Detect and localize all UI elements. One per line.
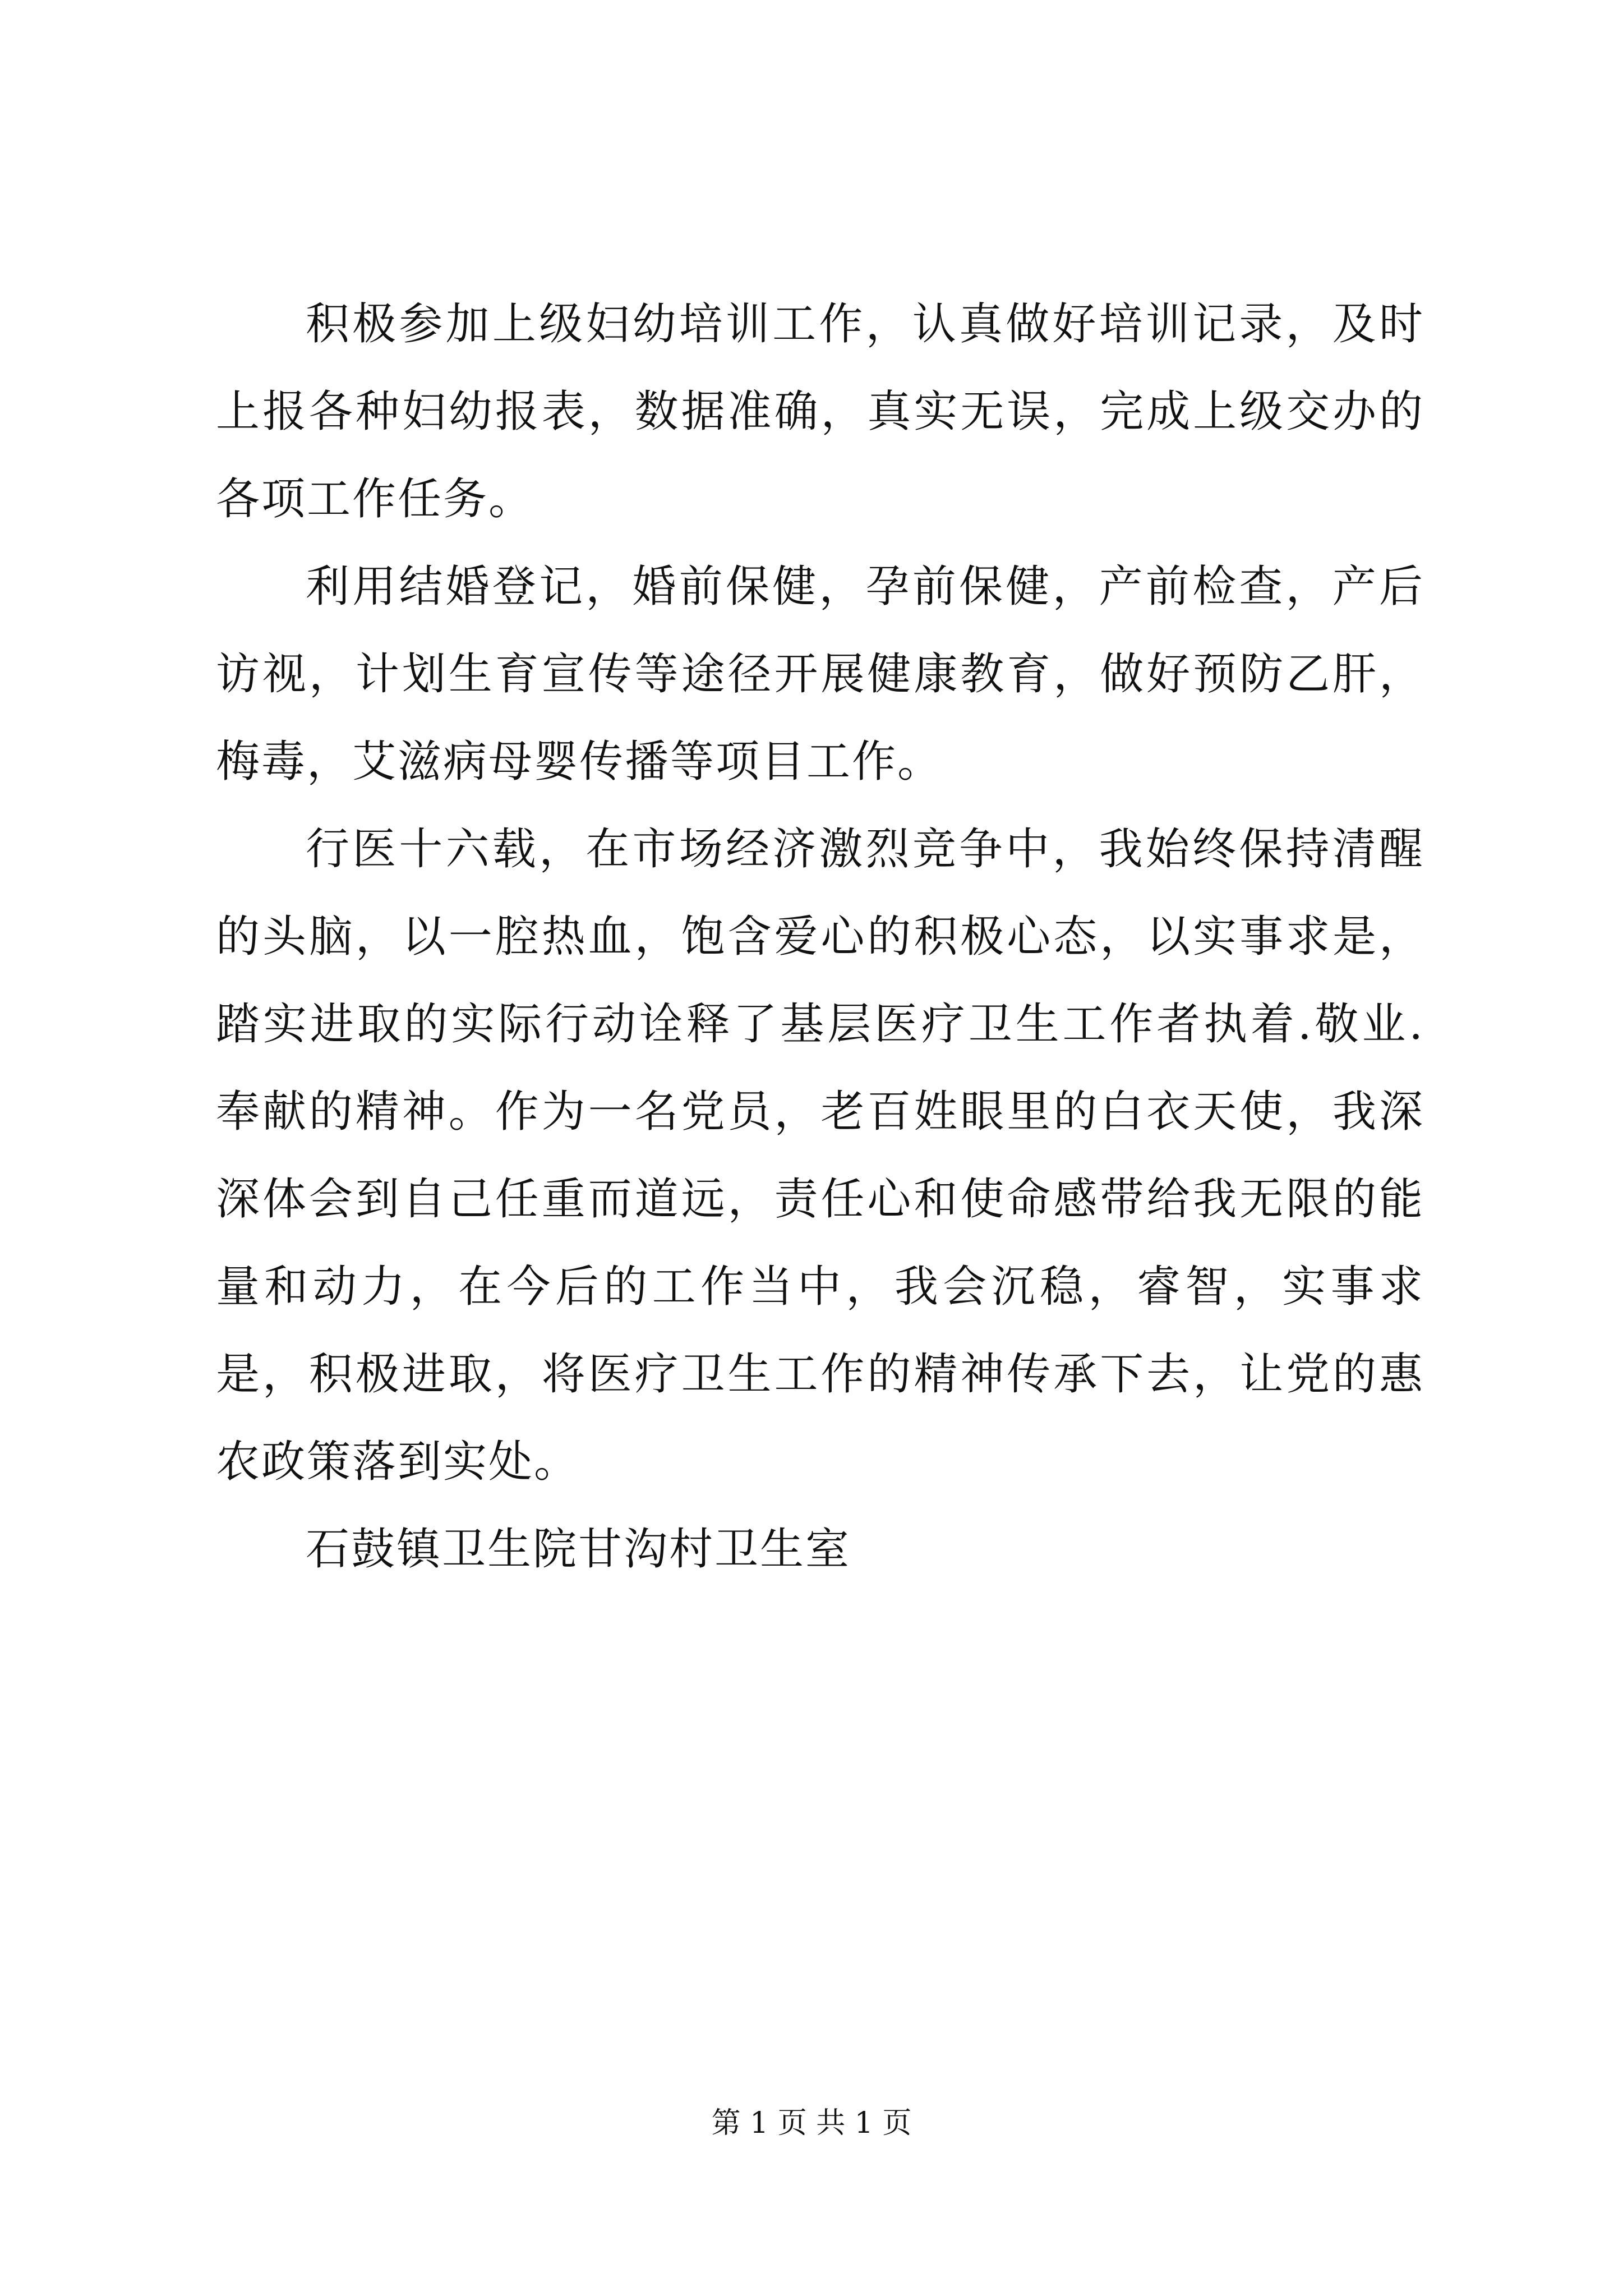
paragraph-training: 积极参加上级妇幼培训工作，认真做好培训记录，及时上报各种妇幼报表，数据准确，真实无误，完成上级交办的各项工作任务。 (216, 299, 1424, 524)
paragraph-health-education: 利用结婚登记，婚前保健，孕前保健，产前检查，产后访视，计划生育宣传等途径开展健康教育，做好预防乙肝，梅毒，艾滋病母婴传播等项目工作。 (216, 562, 1424, 787)
signature-line: 石鼓镇卫生院甘沟村卫生室 (306, 1524, 851, 1575)
document-body (216, 280, 1424, 1593)
page-number-footer: 第 1 页 共 1 页 (711, 2106, 912, 2140)
paragraph-career-reflection: 行医十六载，在市场经济激烈竞争中，我始终保持清醒的头脑，以一腔热血，饱含爱心的积极心态，以实事求是，踏实进取的实际行动诠释了基层医疗卫生工作者执着.敬业.奉献的精神。作为一名党员，老百姓眼里的白衣天使，我深深体会到自己任重而道远，责任心和使命感带给我无限的能量和动力，在今后的工作当中，我会沉稳，睿智，实事求是，积极进取，将医疗卫生工作的精神传承下去，让党的惠农政策落到实处。 (216, 824, 1424, 1487)
